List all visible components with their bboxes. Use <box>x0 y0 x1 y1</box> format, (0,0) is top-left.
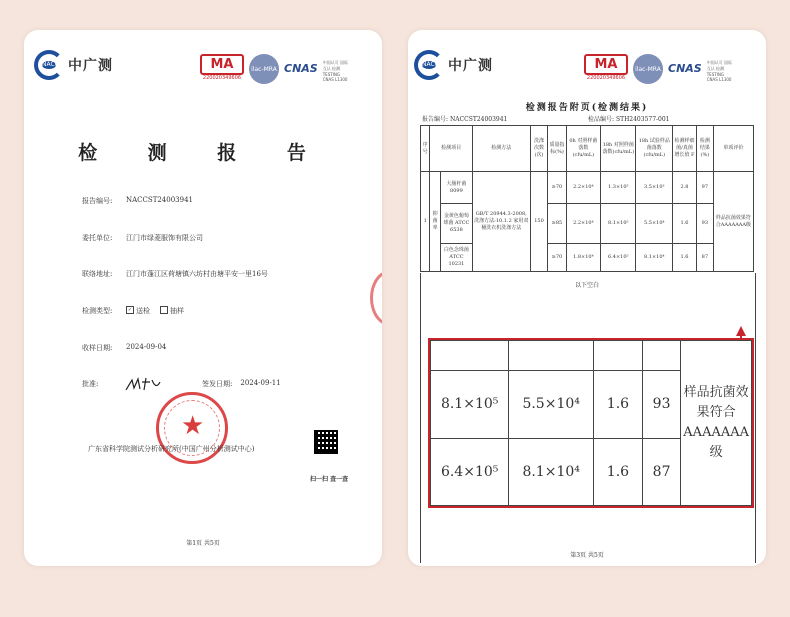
star-icon: ★ <box>181 411 205 441</box>
table-row: 白色念珠菌 ATCC 10231 ≥70 1.8×10⁴ 6.4×10⁵ 8.1×10⁴ 1.6 87 <box>421 244 754 272</box>
table-row: 8.1×10⁵ 5.5×10⁴ 1.6 93 <box>431 371 752 439</box>
field-issue-date: 签发日期: 2024-09-11 <box>202 379 281 388</box>
table-row: 金黄色葡萄球菌 ATCC 6538 ≥85 2.2×10⁴ 8.1×10⁵ 5.5×10⁴ 1.6 93 <box>421 204 754 244</box>
results-page <box>408 30 766 566</box>
results-table <box>420 125 754 272</box>
field-test-type: 检测类型: ✓ 送检 抽样 <box>82 307 184 315</box>
accreditation-marks <box>200 54 351 84</box>
report-number: 报告编号: NACCST24003941 <box>422 116 508 123</box>
page-footer: 第1页 共5页 <box>186 540 220 547</box>
table-row: 6.4×10⁵ 8.1×10⁴ 1.6 87 <box>431 438 752 506</box>
partial-seal <box>370 270 382 326</box>
qr-code <box>314 430 338 454</box>
ilac-mra-icon: ilac-MRA <box>633 54 663 84</box>
nacc-logo <box>34 50 113 80</box>
checkbox-checked: ✓ <box>127 307 133 313</box>
signature-image <box>124 376 164 394</box>
ma-mark: MA 220020349606 <box>584 54 628 81</box>
page-title: 检测报告附页(检测结果) <box>525 103 649 113</box>
table-header-row: 序号 检测项目 检测方法 洗涤次数(次) 质量指标(%) 0h 对照样菌落数(cfu/mL) 18h 对照样菌落数(cfu/mL) 18h 试验样品菌落数(cfu/mL) 检测样细菌/真菌增长值 F 检测结果(%) 单项评价 <box>421 126 754 172</box>
blank-note: 以下空白 <box>574 282 599 289</box>
cnas-subtext: 中国认可 国际互认 检测 TESTING CNAS L1300 <box>706 60 732 82</box>
cnas-subtext: 中国认可 国际互认 检测 TESTING CNAS L1300 <box>322 60 348 82</box>
field-approve: 批准: <box>82 380 99 388</box>
checkbox-unchecked <box>160 306 168 314</box>
accreditation-marks <box>584 54 735 84</box>
cnas-mark: CNAS <box>668 62 702 75</box>
sample-number: 检品编号: STH2403577-001 <box>588 116 670 123</box>
ilac-mra-icon: ilac-MRA <box>249 54 279 84</box>
cnas-mark: CNAS <box>284 62 318 75</box>
ma-mark: MA 220020349606 <box>200 54 244 81</box>
field-address: 联络地址: 江门市蓬江区荷塘镇六坊村由塘平安一里16号 <box>82 270 268 278</box>
nacc-logo-icon: NACC <box>414 50 444 80</box>
logo-text: 中广测 <box>448 58 493 74</box>
qr-caption: 扫一扫 查一查 <box>310 476 349 483</box>
nacc-logo <box>414 50 493 80</box>
table-row: 1 抑菌率 大肠杆菌 8099 GB/T 20944.3-2008,洗涤方法:10.1.2 家用双桶洗衣机洗涤方法 150 ≥70 2.2×10⁴ 1.3×10⁵ 3.5×10³ 2.8 97 样品抗菌效果符合AAAAAAA级 <box>421 172 754 204</box>
report-cover-page <box>24 30 382 566</box>
testing-organization: 广东省科学院测试分析研究所(中国广州分析测试中心) <box>88 445 255 453</box>
page-title: 检 测 报 告 <box>78 142 328 164</box>
zoomed-results-table <box>430 340 752 506</box>
zoomed-results-callout <box>428 338 754 508</box>
logo-text: 中广测 <box>68 58 113 74</box>
field-report-no: 报告编号: NACCST24003941 <box>82 196 193 205</box>
field-client: 委托单位: 江门市绿菱服饰有限公司 <box>82 234 203 242</box>
page-footer: 第3页 共5页 <box>570 552 604 559</box>
zoom-verdict: 样品抗菌效果符合AAAAAAA级 <box>681 341 752 506</box>
nacc-logo-icon: NACC <box>34 50 64 80</box>
pointer-arrow-icon <box>736 326 746 336</box>
field-receive-date: 收样日期: 2024-09-04 <box>82 343 167 352</box>
